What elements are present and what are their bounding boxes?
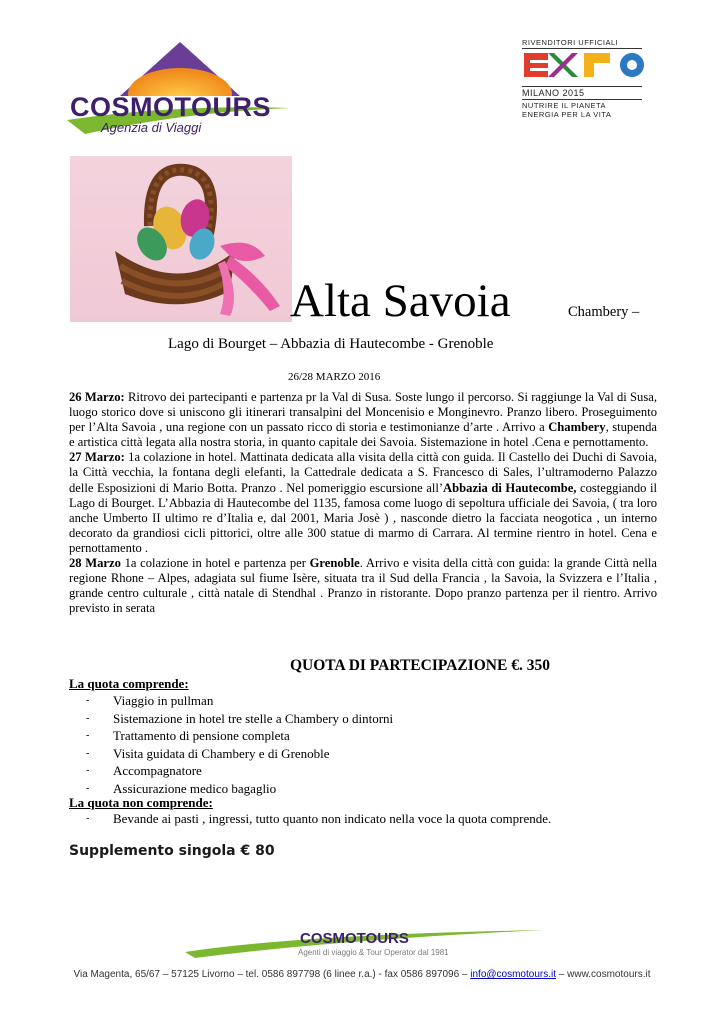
- expo-logo: [522, 50, 652, 80]
- list-item-text: Visita guidata di Chambery e di Grenoble: [113, 745, 330, 761]
- day-3-label: 28 Marzo: [69, 556, 121, 571]
- footer-logo-tagline: Agenti di viaggio & Tour Operator dal 1981: [298, 948, 449, 957]
- day-1-label: 26 Marzo:: [69, 390, 125, 404]
- email-link[interactable]: info@cosmotours.it: [470, 969, 557, 980]
- day-2-paragraph: [69, 450, 657, 556]
- day-3-paragraph: [69, 556, 657, 616]
- list-item-text: Trattamento di pensione completa: [113, 728, 290, 743]
- day-1-highlight: Chambery: [548, 420, 606, 435]
- list-item: - Viaggio in pullman: [86, 693, 214, 708]
- easter-basket-photo: [70, 156, 292, 322]
- expo-city: MILANO 2015: [522, 88, 585, 98]
- list-item-text: Assicurazione medico bagaglio: [113, 780, 277, 796]
- day-3-highlight: Grenoble: [309, 556, 360, 571]
- page-subtitle: Lago di Bourget – Abbazia di Hautecombe - Grenoble: [168, 336, 494, 352]
- footer-website: – www.cosmotours.it: [556, 969, 651, 980]
- day-3-text-cont: . Arrivo e visita della città con guida: la grande Città nella regione Rhone – Alpes, adagiata sul fiume Isère, situata tra il Sud della Francia , la Savoia, la Svizzera e l’Italia , grande centro culturale , città natale di Stendhal . Pranzo in ristorante. Dopo pranzo partenza per il rientro. Arrivo previsto in serata: [69, 556, 657, 616]
- list-item-text: Accompagnatore: [113, 763, 202, 778]
- list-item: - Accompagnatore: [86, 763, 202, 778]
- title-suffix: Chambery –: [568, 304, 640, 320]
- expo-top-label: RIVENDITORI UFFICIALI: [522, 38, 619, 47]
- list-item: - Assicurazione medico bagaglio: [86, 780, 277, 796]
- day-2-highlight: Abbazia di Hautecombe,: [443, 480, 577, 495]
- list-item: - Visita guidata di Chambery e di Grenoble: [86, 745, 330, 761]
- footer-logo-name: COSMOTOURS: [300, 930, 409, 947]
- expo-badge: [522, 38, 662, 119]
- expo-motto-2: ENERGIA PER LA VITA: [522, 110, 612, 119]
- single-supplement: Supplemento singola € 80: [69, 843, 275, 859]
- day-1-text: Ritrovo dei partecipanti e partenza pr la Val di Susa. Soste lungo il percorso. Si raggiunge la Val di Susa, luogo storico dove si uniscono gli itinerari transalpini del Moncenisio e Monginevro. Pranzo libero. Proseguimento per l’Alta Savoia , una regione con un passato ricco di storia e testimonianze d’arte . Arrivo a: [69, 390, 657, 435]
- day-2-text-cont: costeggiando il Lago di Bourget. L’Abbazia di Hautecombe del 1135, famosa come luogo di sepoltura ufficiale dei Savoia, ( tra loro anche Umberto II ultimo re d’Italia e, dal 2001, Maria Josè ) , nasconde dietro la facciata neogotica , un interno decorato da grandiosi cicli pittorici, oltre alle 300 statue di marmo di Carrara. Al termine rientro in hotel. Cena e pernottamento .: [69, 480, 657, 555]
- list-item: - Bevande ai pasti , ingressi, tutto quanto non indicato nella voce la quota comprende.: [86, 811, 552, 826]
- day-2-text: 1a colazione in hotel. Mattinata dedicata alla visita della città con guida. Il Castello dei Duchi di Savoia, la Città vecchia, la fontana degli elefanti, la Cattedrale dedicata a S. Francesco di Sales, l’ultramoderno Palazzo delle Esposizioni di Mario Botta. Pranzo . Nel pomeriggio escursione all’: [69, 450, 657, 495]
- list-item: - Trattamento di pensione completa: [86, 728, 290, 743]
- list-item-text: Sistemazione in hotel tre stelle a Chambery o dintorni: [113, 710, 394, 726]
- logo-name: COSMOTOURS: [70, 92, 272, 122]
- includes-heading: La quota comprende:: [69, 676, 189, 691]
- day-2-label: 27 Marzo:: [69, 450, 125, 465]
- excludes-heading: La quota non comprende:: [69, 795, 213, 810]
- day-1-paragraph: [69, 390, 657, 450]
- footer-contact: [0, 969, 724, 980]
- trip-date: 26/28 MARZO 2016: [288, 371, 381, 383]
- footer-address: Via Magenta, 65/67 – 57125 Livorno – tel. 0586 897798 (6 linee r.a.) - fax 0586 897096 –: [73, 969, 471, 980]
- itinerary-text: [69, 390, 657, 616]
- includes-list: [86, 692, 646, 797]
- list-item-text: Viaggio in pullman: [113, 693, 214, 708]
- excludes-list: [86, 810, 646, 828]
- expo-motto-1: NUTRIRE IL PIANETA: [522, 101, 607, 110]
- price-heading: QUOTA DI PARTECIPAZIONE €. 350: [290, 657, 550, 674]
- footer-logo: [185, 920, 545, 960]
- logo-tagline: Agenzia di Viaggi: [101, 120, 202, 135]
- company-logo: [65, 38, 295, 138]
- page-title: Alta Savoia: [290, 275, 511, 327]
- day-1-text-cont: , stupenda e artistica città legata alla nostra storia, in quanto capitale dei Savoia. Sistemazione in hotel .Cena e pernottamento.: [69, 420, 657, 450]
- list-item: - Sistemazione in hotel tre stelle a Chambery o dintorni: [86, 710, 394, 726]
- list-item-text: Bevande ai pasti , ingressi, tutto quanto non indicato nella voce la quota comprende.: [113, 811, 552, 826]
- day-3-text: 1a colazione in hotel e partenza per: [120, 556, 310, 571]
